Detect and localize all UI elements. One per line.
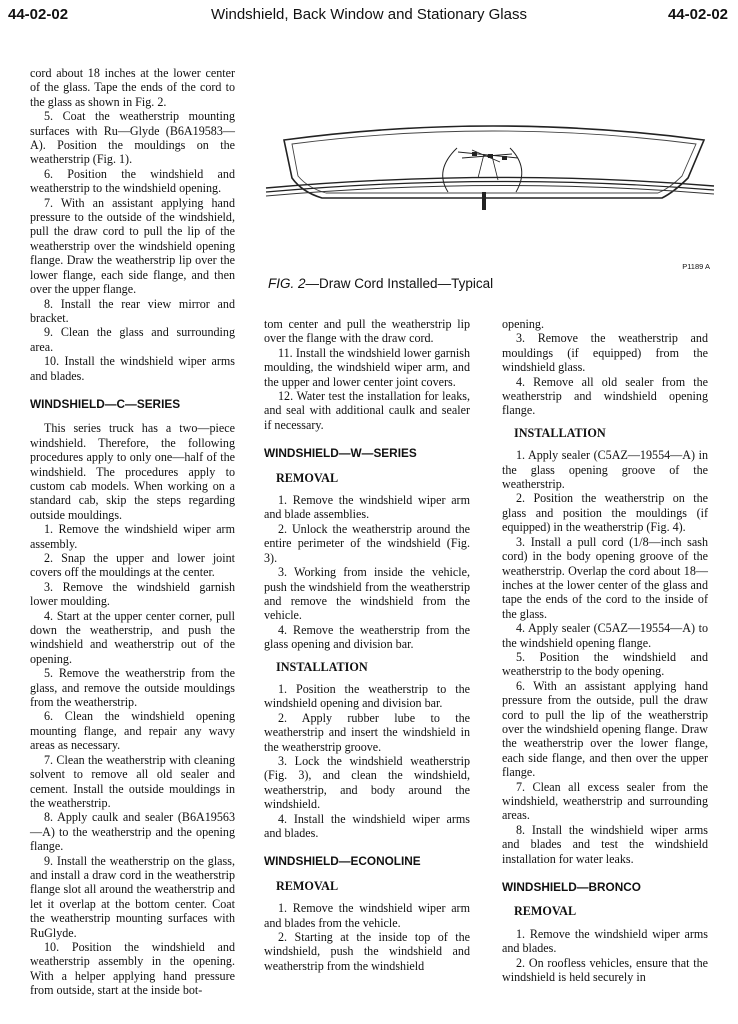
paragraph: cord about 18 inches at the lower center of the glass. Tape the ends of the cord to the glass as shown in Fig. 2. xyxy=(30,66,235,109)
section-heading: WINDSHIELD—BRONCO xyxy=(502,880,641,895)
step: 3. Install a pull cord (1/8—inch sash cord) in the body opening groove of the weatherstrip. Overlap the cord about 18—inches at the lower center of the glass and tape the ends of the cord to the inside of the glass. xyxy=(502,534,708,621)
windshield-illustration xyxy=(262,108,722,278)
subsection-heading: REMOVAL xyxy=(276,878,339,893)
step: 8. Apply caulk and sealer (B6A19563—A) to the weatherstrip and the opening flange. xyxy=(30,810,235,854)
step: 3. Lock the windshield weatherstrip (Fig. 3), and clean the windshield, weatherstrip, and body around the windshield. xyxy=(264,753,470,812)
step: 3. Remove the windshield garnish lower moulding. xyxy=(30,579,235,609)
step: 4. Remove all old sealer from the weatherstrip and windshield opening flange. xyxy=(502,374,708,418)
step: 6. Position the windshield and weatherstrip to the windshield opening. xyxy=(30,166,235,196)
subsection-heading: INSTALLATION xyxy=(514,425,606,440)
step: 6. Clean the windshield opening mounting flange, and repair any wavy areas as necessary. xyxy=(30,709,235,753)
step: 10. Position the windshield and weatherstrip assembly in the opening. With a helper applying hand pressure from outside, start at the inside bot- xyxy=(30,939,235,998)
page-number-left: 44-02-02 xyxy=(8,6,69,23)
section-heading: WINDSHIELD—W—SERIES xyxy=(264,446,417,461)
step: 1. Remove the windshield wiper arm and blades from the vehicle. xyxy=(264,901,470,930)
paragraph: This series truck has a two—piece windshield. Therefore, the following procedures apply to only one—half of the windshield. The procedures apply to custom cab models. When working on a standard cab, skip the steps regarding outside mouldings. xyxy=(30,421,235,522)
step: 2. Apply rubber lube to the weatherstrip and insert the windshield in the weatherstrip groove. xyxy=(264,710,470,754)
figure-code: P1189 A xyxy=(682,262,710,271)
step: 2. Unlock the weatherstrip around the entire perimeter of the windshield (Fig. 3). xyxy=(264,521,470,565)
step: 2. Starting at the inside top of the windshield, push the windshield and weatherstrip from the windshield xyxy=(264,930,470,973)
subsection-heading: REMOVAL xyxy=(514,904,577,919)
figure-caption xyxy=(268,276,493,291)
step: 5. Coat the weatherstrip mounting surfaces with Ru—Glyde (B6A19583—A). Position the mouldings on the weatherstrip (Fig. 1). xyxy=(30,109,235,167)
step: 1. Remove the windshield wiper arm assembly. xyxy=(30,522,235,551)
figure-label: FIG. 2 xyxy=(268,276,306,291)
text-column-1 xyxy=(30,66,235,998)
step: 5. Remove the weatherstrip from the glass, and remove the outside mouldings from the weatherstrip. xyxy=(30,666,235,710)
step: 2. Position the weatherstrip on the glass and position the mouldings (if equipped) in the weatherstrip (Fig. 4). xyxy=(502,491,708,535)
step: 2. On roofless vehicles, ensure that the windshield is held securely in xyxy=(502,955,708,985)
step: 8. Install the windshield wiper arms and blades and test the windshield installation for water leaks. xyxy=(502,822,708,866)
section-heading: WINDSHIELD—ECONOLINE xyxy=(264,854,421,869)
step: 1. Apply sealer (C5AZ—19554—A) in the glass opening groove of the weatherstrip. xyxy=(502,448,708,492)
subsection-heading: INSTALLATION xyxy=(276,659,368,674)
step: 4. Start at the upper center corner, pull down the weatherstrip, and push the windshield and weatherstrip out of the opening. xyxy=(30,608,235,666)
text-column-3 xyxy=(502,317,708,984)
windshield-figure xyxy=(262,108,722,278)
page-header xyxy=(0,6,738,28)
step: 4. Remove the weatherstrip from the glass opening and division bar. xyxy=(264,622,470,652)
step: 7. With an assistant applying hand pressure to the outside of the windshield, pull the draw cord to pull the lip of the weatherstrip over the windshield opening flange. Draw the weatherstrip lip over the lower flange, each side flange, and then over the upper flange. xyxy=(30,195,235,297)
paragraph: opening. xyxy=(502,317,544,331)
page-title: Windshield, Back Window and Stationary Glass xyxy=(211,6,527,23)
step: 1. Remove the windshield wiper arms and blades. xyxy=(502,926,708,956)
step: 4. Install the windshield wiper arms and blades. xyxy=(264,811,470,840)
page-number-right: 44-02-02 xyxy=(667,6,728,23)
step: 4. Apply sealer (C5AZ—19554—A) to the windshield opening flange. xyxy=(502,621,708,650)
text-column-2 xyxy=(264,317,470,973)
step: 12. Water test the installation for leaks, and seal with additional caulk and sealer if necessary. xyxy=(264,389,470,432)
paragraph: tom center and pull the weatherstrip lip over the flange with the draw cord. xyxy=(264,317,470,346)
step: 7. Clean all excess sealer from the windshield, weatherstrip and surrounding areas. xyxy=(502,779,708,823)
step: 11. Install the windshield lower garnish moulding, the windshield wiper arm, and the upper and lower center joint covers. xyxy=(264,345,470,389)
figure-caption-text: —Draw Cord Installed—Typical xyxy=(305,276,494,291)
step: 8. Install the rear view mirror and bracket. xyxy=(30,296,235,325)
step: 9. Install the weatherstrip on the glass, and install a draw cord in the weatherstrip flange slot all around the weatherstrip and let it overlap at the bottom center. Coat the weatherstrip mounting surfaces with RuGlyde. xyxy=(30,853,235,940)
subsection-heading: REMOVAL xyxy=(276,470,339,485)
section-heading: WINDSHIELD—C—SERIES xyxy=(30,396,181,411)
step: 7. Clean the weatherstrip with cleaning solvent to remove all old sealer and cement. Install the outside mouldings in the weatherstrip. xyxy=(30,752,235,810)
step: 3. Remove the weatherstrip and mouldings (if equipped) from the windshield glass. xyxy=(502,331,708,375)
step: 1. Remove the windshield wiper arm and blade assemblies. xyxy=(264,493,470,522)
step: 3. Working from inside the vehicle, push the windshield from the weatherstrip and remove the windshield from the vehicle. xyxy=(264,565,470,623)
step: 9. Clean the glass and surrounding area. xyxy=(30,325,235,354)
step: 6. With an assistant applying hand pressure from the outside, pull the draw cord to pull the lip of the weatherstrip over the windshield opening flange. Draw the weatherstrip over the lower flange, each side flange, and then over the upper flange. xyxy=(502,678,708,780)
step: 5. Position the windshield and weatherstrip to the body opening. xyxy=(502,649,708,679)
step: 10. Install the windshield wiper arms and blades. xyxy=(30,354,235,383)
step: 2. Snap the upper and lower joint covers off the mouldings at the center. xyxy=(30,551,235,580)
step: 1. Position the weatherstrip to the windshield opening and division bar. xyxy=(264,681,470,711)
